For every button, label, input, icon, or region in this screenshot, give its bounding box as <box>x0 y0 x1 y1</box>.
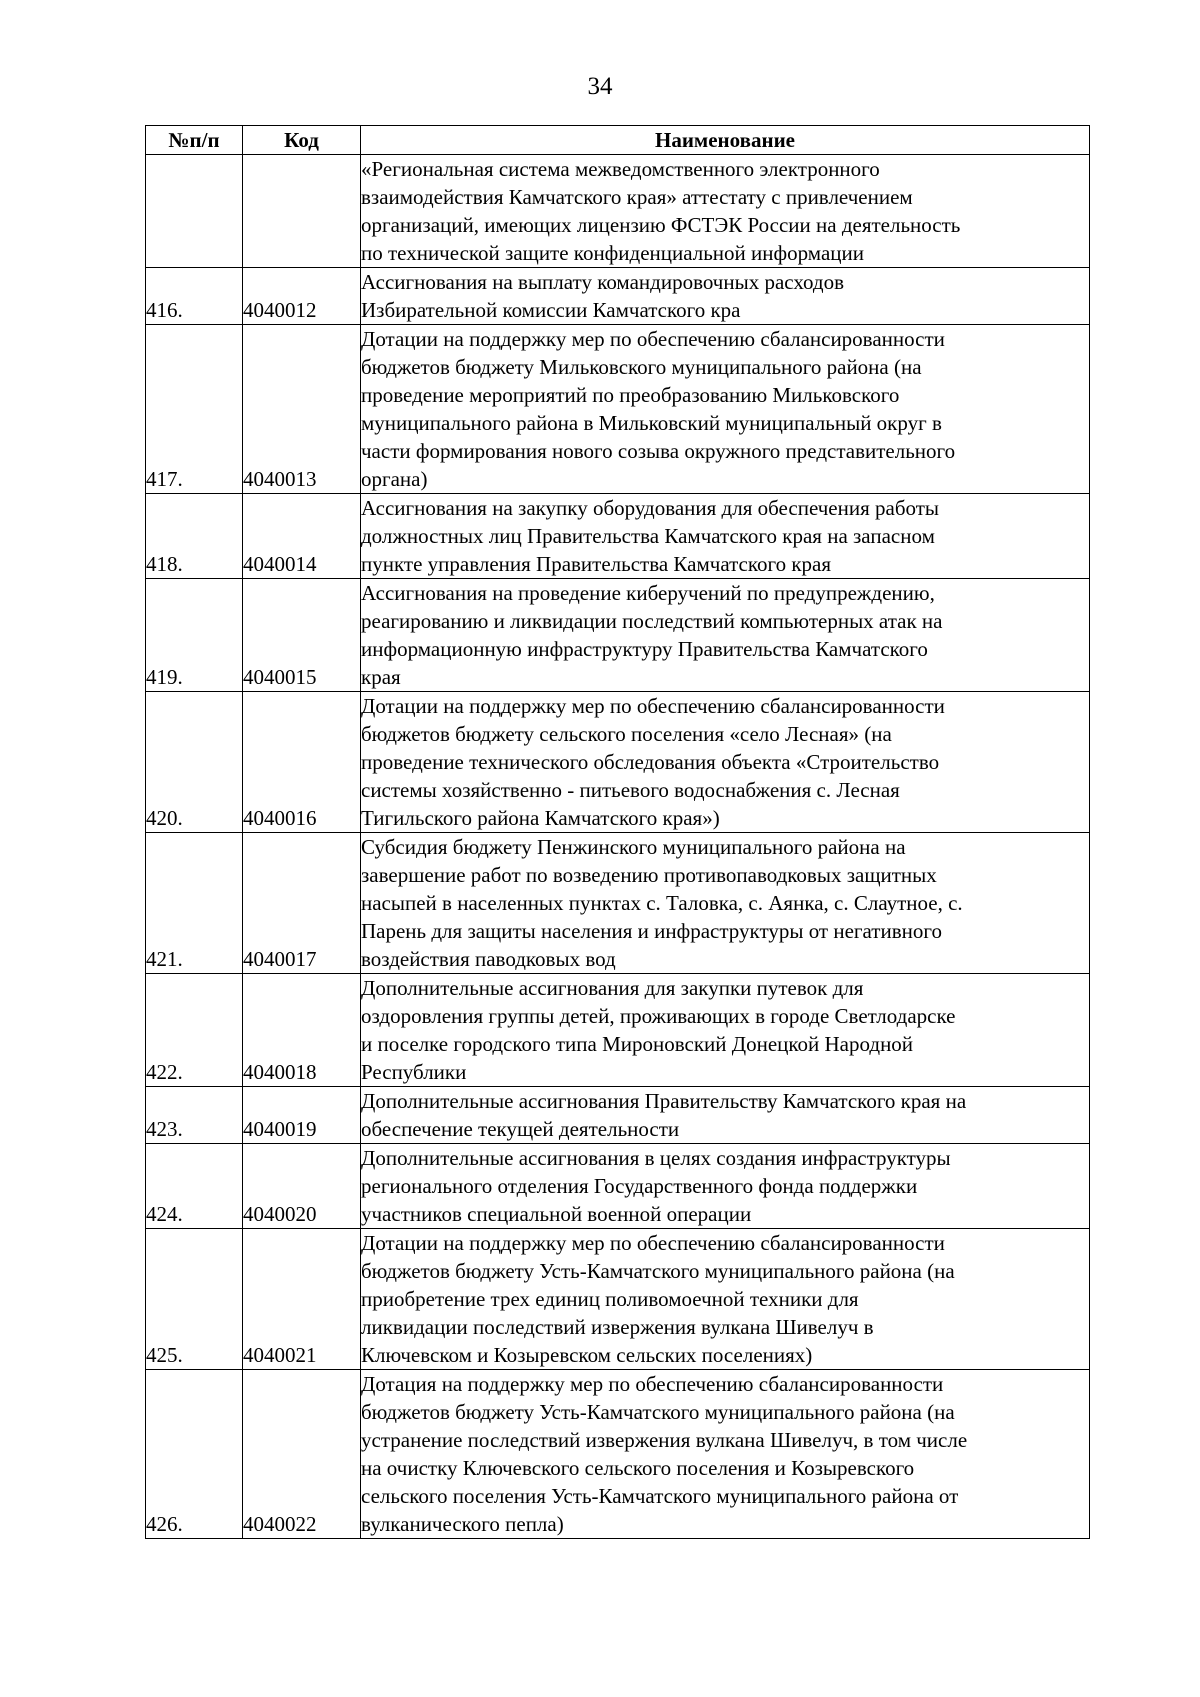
row-number: 425. <box>146 1229 243 1370</box>
header-number: №п/п <box>146 126 243 155</box>
table-row <box>146 833 1090 974</box>
row-number: 423. <box>146 1087 243 1144</box>
row-code: 4040017 <box>243 833 361 974</box>
row-name: Дотации на поддержку мер по обеспечению сбалансированности бюджетов бюджету Мильковского муниципального района (на проведение мероприятий по преобразованию Мильковского муниципального района в Мильковский муниципальный округ в части формирования нового созыва окружного представительного органа) <box>361 325 1090 494</box>
row-number: 421. <box>146 833 243 974</box>
row-number: 426. <box>146 1370 243 1539</box>
table-header-row <box>146 126 1090 155</box>
row-code: 4040020 <box>243 1144 361 1229</box>
row-number: 424. <box>146 1144 243 1229</box>
header-code: Код <box>243 126 361 155</box>
row-number: 416. <box>146 268 243 325</box>
row-name: Субсидия бюджету Пенжинского муниципального района на завершение работ по возведению противопаводковых защитных насыпей в населенных пунктах с. Таловка, с. Аянка, с. Слаутное, с. Парень для защиты населения и инфраструктуры от негативного воздействия паводковых вод <box>361 833 1090 974</box>
row-code: 4040018 <box>243 974 361 1087</box>
row-code: 4040013 <box>243 325 361 494</box>
row-code: 4040012 <box>243 268 361 325</box>
table-row <box>146 974 1090 1087</box>
header-name: Наименование <box>361 126 1090 155</box>
table-row <box>146 268 1090 325</box>
row-code: 4040022 <box>243 1370 361 1539</box>
table-row <box>146 692 1090 833</box>
row-code: 4040019 <box>243 1087 361 1144</box>
row-name: Дополнительные ассигнования для закупки путевок для оздоровления группы детей, проживающих в городе Светлодарске и поселке городского типа Мироновский Донецкой Народной Республики <box>361 974 1090 1087</box>
row-number: 422. <box>146 974 243 1087</box>
row-number: 420. <box>146 692 243 833</box>
row-number <box>146 155 243 268</box>
table-row <box>146 579 1090 692</box>
row-name: Дотации на поддержку мер по обеспечению сбалансированности бюджетов бюджету сельского поселения «село Лесная» (на проведение технического обследования объекта «Строительство системы хозяйственно - питьевого водоснабжения с. Лесная Тигильского района Камчатского края») <box>361 692 1090 833</box>
row-number: 419. <box>146 579 243 692</box>
row-code: 4040014 <box>243 494 361 579</box>
table-row <box>146 155 1090 268</box>
row-name: Дополнительные ассигнования в целях создания инфраструктуры регионального отделения Государственного фонда поддержки участников специальной военной операции <box>361 1144 1090 1229</box>
row-name: Ассигнования на закупку оборудования для обеспечения работы должностных лиц Правительства Камчатского края на запасном пункте управления Правительства Камчатского края <box>361 494 1090 579</box>
table-row <box>146 1229 1090 1370</box>
table-row <box>146 1087 1090 1144</box>
table-row <box>146 325 1090 494</box>
row-code: 4040016 <box>243 692 361 833</box>
row-name: Дополнительные ассигнования Правительству Камчатского края на обеспечение текущей деятельности <box>361 1087 1090 1144</box>
row-number: 418. <box>146 494 243 579</box>
row-code <box>243 155 361 268</box>
row-name: Ассигнования на проведение киберучений по предупреждению, реагированию и ликвидации последствий компьютерных атак на информационную инфраструктуру Правительства Камчатского края <box>361 579 1090 692</box>
table-row <box>146 494 1090 579</box>
table-row <box>146 1144 1090 1229</box>
row-code: 4040015 <box>243 579 361 692</box>
row-name: Ассигнования на выплату командировочных расходов Избирательной комиссии Камчатского кра <box>361 268 1090 325</box>
row-name: «Региональная система межведомственного электронного взаимодействия Камчатского края» аттестату с привлечением организаций, имеющих лицензию ФСТЭК России на деятельность по технической защите конфиденциальной информации <box>361 155 1090 268</box>
row-name: Дотации на поддержку мер по обеспечению сбалансированности бюджетов бюджету Усть-Камчатского муниципального района (на приобретение трех единиц поливомоечной техники для ликвидации последствий извержения вулкана Шивелуч в Ключевском и Козыревском сельских поселениях) <box>361 1229 1090 1370</box>
row-code: 4040021 <box>243 1229 361 1370</box>
row-name: Дотация на поддержку мер по обеспечению сбалансированности бюджетов бюджету Усть-Камчатского муниципального района (на устранение последствий извержения вулкана Шивелуч, в том числе на очистку Ключевского сельского поселения и Козыревского сельского поселения Усть-Камчатского муниципального района от вулканического пепла) <box>361 1370 1090 1539</box>
page-number: 34 <box>587 73 613 100</box>
row-number: 417. <box>146 325 243 494</box>
table-row <box>146 1370 1090 1539</box>
budget-codes-table <box>145 125 1090 1539</box>
